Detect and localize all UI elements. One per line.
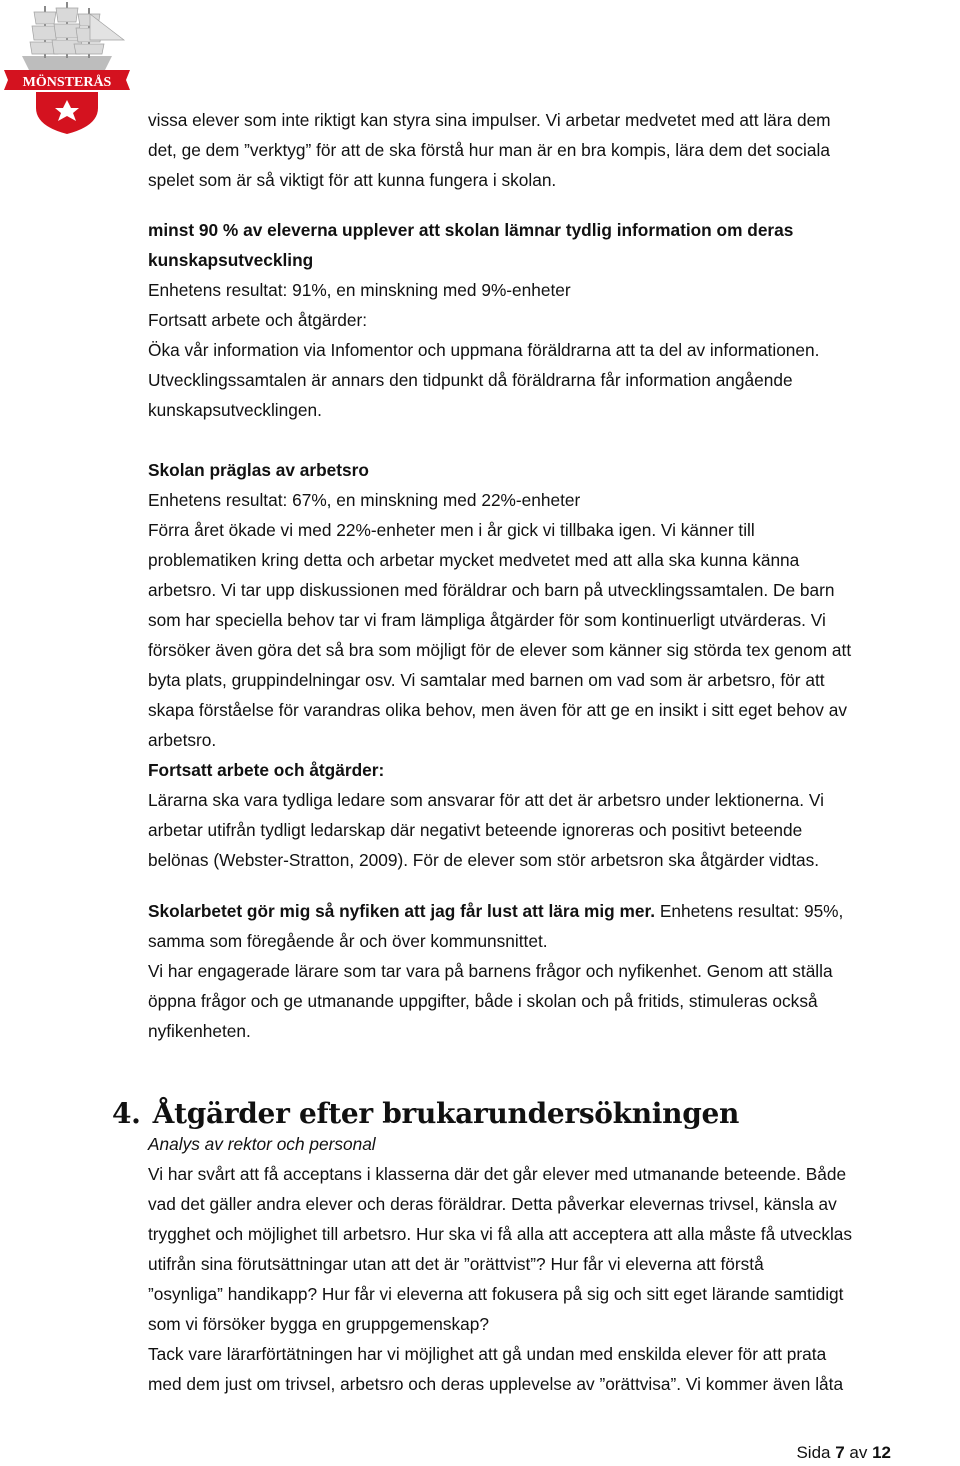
page-footer — [796, 1440, 891, 1466]
section-4-heading — [112, 1094, 739, 1134]
result-line: Enhetens resultat: 95%, — [655, 901, 844, 921]
followup-label: Fortsatt arbete och åtgärder: — [148, 310, 368, 330]
page-total: 12 — [872, 1443, 891, 1462]
text-line: spelet som är så viktigt för att kunna fungera i skolan. — [148, 170, 557, 190]
text-line: ”osynliga” handikapp? Hur får vi eleverna att fokusera på sig och sitt eget lärande samtidigt — [148, 1284, 844, 1304]
monsteras-logo — [0, 0, 134, 136]
text-line: Förra året ökade vi med 22%-enheter men i år gick vi tillbaka igen. Vi känner till — [148, 520, 755, 540]
section-subtitle: Analys av rektor och personal — [148, 1134, 376, 1154]
section-information — [148, 215, 960, 425]
text-line: arbetsro. — [148, 730, 217, 750]
section-heading: minst 90 % av eleverna upplever att skolan lämnar tydlig information om deras — [148, 220, 794, 240]
section-title: Åtgärder efter brukarundersökningen — [152, 1097, 740, 1130]
result-line: Enhetens resultat: 67%, en minskning med 22%-enheter — [148, 490, 581, 510]
footer-middle: av — [844, 1443, 873, 1462]
text-line: som har speciella behov tar vi fram lämpliga åtgärder för som kontinuerligt utvärderas. Vi — [148, 610, 826, 630]
text-line: kunskapsutvecklingen. — [148, 400, 322, 420]
text-line: det, ge dem ”verktyg” för att de ska förstå hur man är en bra kompis, lära dem det sociala — [148, 140, 830, 160]
text-line: arbetsro. Vi tar upp diskussionen med föräldrar och barn på utvecklingssamtalen. De barn — [148, 580, 835, 600]
text-line: försöker även göra det så bra som möjligt för de elever som känner sig störda tex genom att — [148, 640, 852, 660]
text-line: Vi har engagerade lärare som tar vara på barnens frågor och nyfikenhet. Genom att ställa — [148, 961, 833, 981]
intro-paragraph — [148, 105, 960, 195]
section-heading: kunskapsutveckling — [148, 250, 314, 270]
text-line: nyfikenheten. — [148, 1021, 251, 1041]
text-line: samma som föregående år och över kommunsnittet. — [148, 931, 548, 951]
result-line: Enhetens resultat: 91%, en minskning med 9%-enheter — [148, 280, 571, 300]
text-line: vad det gäller andra elever och deras föräldrar. Detta påverkar elevernas trivsel, känsla av — [148, 1194, 837, 1214]
text-line: vissa elever som inte riktigt kan styra sina impulser. Vi arbetar medvetet med att lära dem — [148, 110, 831, 130]
text-line: Utvecklingssamtalen är annars den tidpunkt då föräldrarna får information angående — [148, 370, 793, 390]
text-line: Lärarna ska vara tydliga ledare som ansvarar för att det är arbetsro under lektionerna. Vi — [148, 790, 824, 810]
section-4-body — [148, 1129, 960, 1399]
text-line: öppna frågor och ge utmanande uppgifter, både i skolan och på fritids, stimuleras också — [148, 991, 818, 1011]
followup-label: Fortsatt arbete och åtgärder: — [148, 760, 385, 780]
text-line: arbetar utifrån tydligt ledarskap där negativt beteende ignoreras och positivt beteende — [148, 820, 803, 840]
text-line: skapa förståelse för varandras olika behov, men även för att ge en insikt i sitt eget behov av — [148, 700, 847, 720]
shield-icon — [36, 92, 98, 134]
logo-banner-text: MÖNSTERÅS — [22, 75, 112, 90]
section-arbetsro — [148, 455, 960, 875]
text-line: med dem just om trivsel, arbetsro och deras upplevelse av ”orättvisa”. Vi kommer även låta — [148, 1374, 844, 1394]
ship-icon — [22, 2, 124, 72]
text-line: trygghet och möjlighet till arbetsro. Hur ska vi få alla att acceptera att alla måste få utvecklas — [148, 1224, 853, 1244]
text-line: utifrån sina förutsättningar utan att det är ”orättvist”? Hur får vi eleverna att förstå — [148, 1254, 764, 1274]
text-line: Vi har svårt att få acceptans i klasserna där det går elever med utmanande beteende. Både — [148, 1164, 847, 1184]
section-number: 4. — [112, 1097, 141, 1130]
page-number: 7 — [835, 1443, 845, 1462]
section-heading: Skolarbetet gör mig så nyfiken att jag får lust att lära mig mer. — [148, 901, 656, 921]
text-line: belönas (Webster-Stratton, 2009). För de elever som stör arbetsron ska åtgärder vidtas. — [148, 850, 820, 870]
section-nyfiken — [148, 896, 960, 1046]
text-line: Öka vår information via Infomentor och uppmana föräldrarna att ta del av informationen. — [148, 340, 820, 360]
banner — [4, 70, 130, 90]
text-line: byta plats, gruppindelningar osv. Vi samtalar med barnen om vad som är arbetsro, för att — [148, 670, 825, 690]
text-line: som vi försöker bygga en gruppgemenskap? — [148, 1314, 490, 1334]
section-heading: Skolan präglas av arbetsro — [148, 460, 369, 480]
text-line: Tack vare lärarförtätningen har vi möjlighet att gå undan med enskilda elever för att prata — [148, 1344, 827, 1364]
text-line: problematiken kring detta och arbetar mycket medvetet med att alla ska kunna känna — [148, 550, 800, 570]
footer-prefix: Sida — [796, 1443, 836, 1462]
